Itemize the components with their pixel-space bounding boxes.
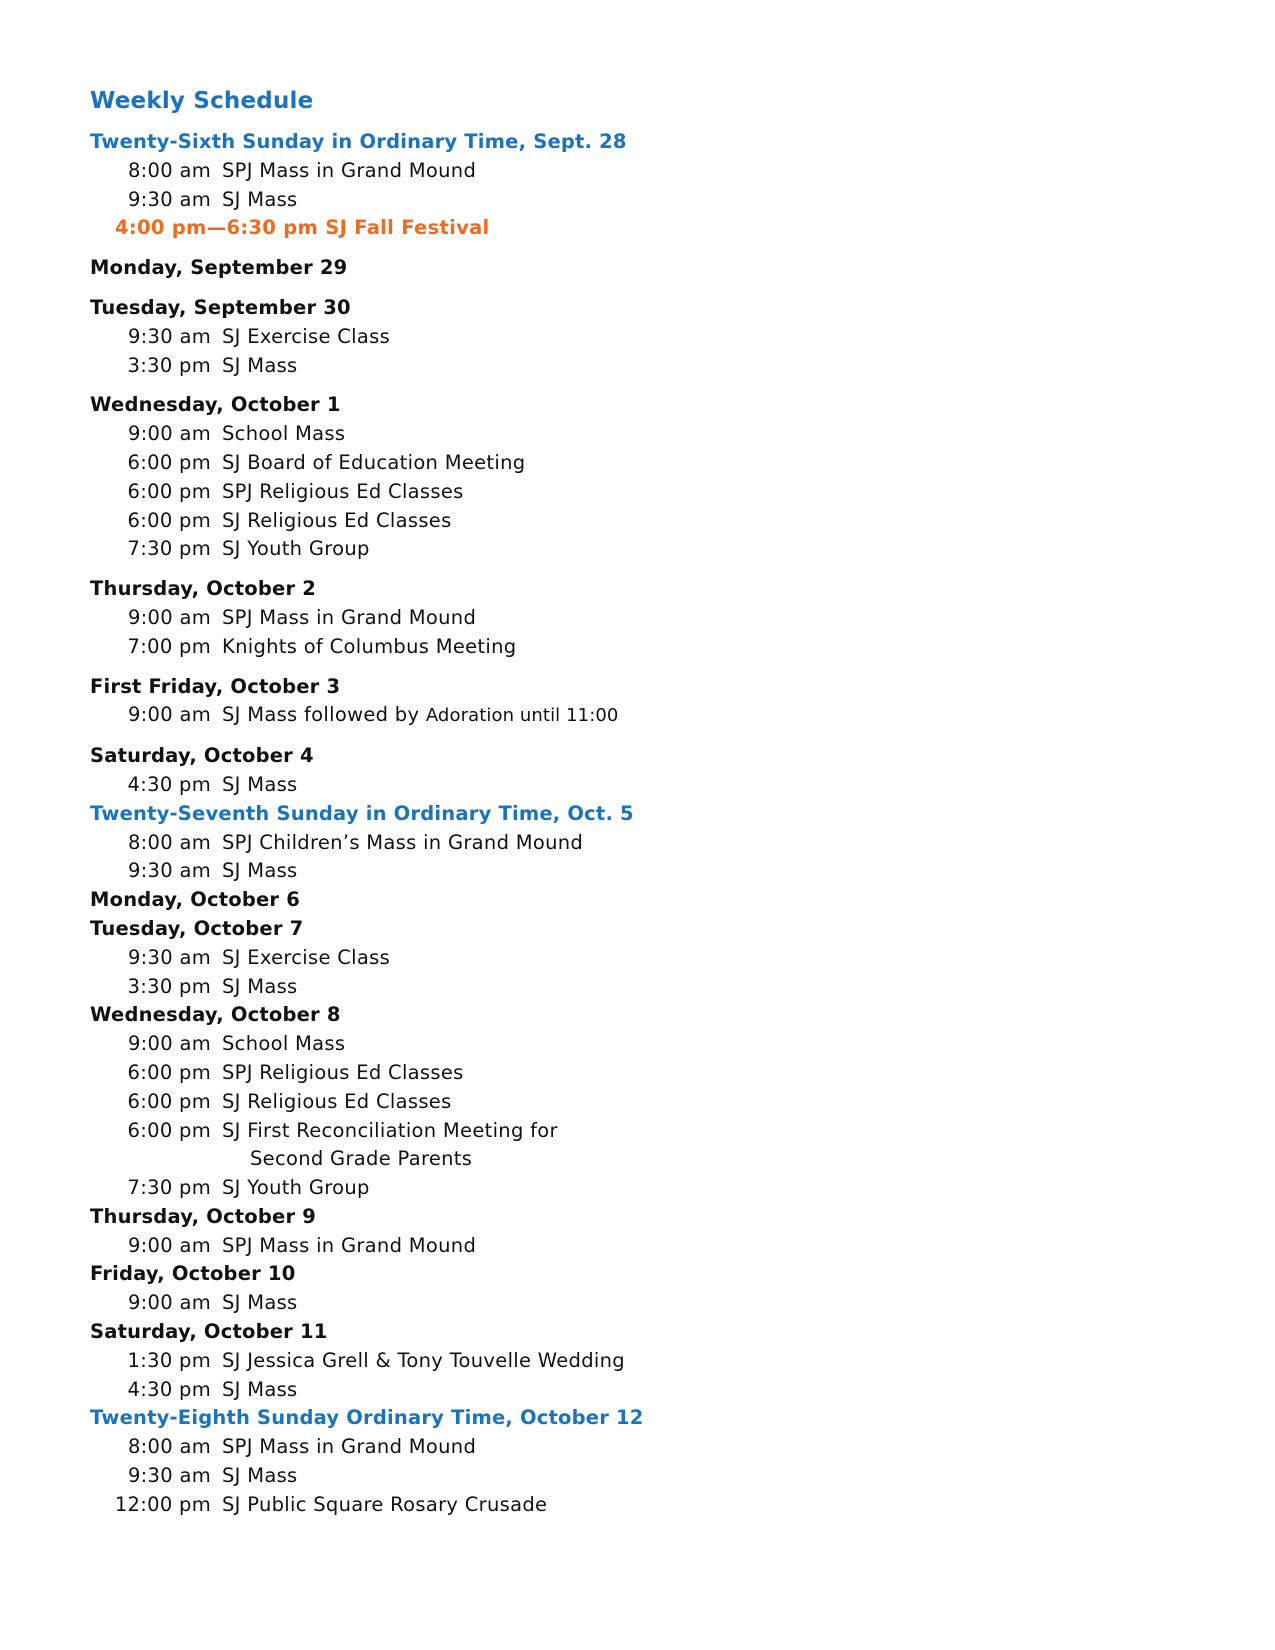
schedule-item: [90, 535, 1190, 564]
event-time: 4:30 pm: [127, 1377, 211, 1401]
schedule-item: [90, 1059, 1190, 1088]
event-time: 9:00 am: [127, 422, 211, 446]
event-description: [211, 1289, 298, 1318]
schedule-item: [90, 1433, 1190, 1462]
schedule-item: [90, 604, 1190, 633]
event-time: 9:30 am: [127, 859, 211, 883]
event-description: [211, 535, 370, 564]
day-heading: Saturday, October 11: [90, 1320, 328, 1344]
event-time: 9:30 am: [127, 945, 211, 969]
sunday-heading: Twenty-Eighth Sunday Ordinary Time, October 12: [90, 1406, 644, 1430]
event-description-text: SPJ Children’s Mass in Grand Mound: [222, 830, 584, 854]
day-group: [90, 1001, 1190, 1203]
day-heading: Thursday, October 9: [90, 1204, 317, 1228]
event-description: [211, 1433, 476, 1462]
day-heading: Tuesday, September 30: [90, 295, 351, 319]
event-description-text: SJ Board of Education Meeting: [222, 450, 526, 474]
event-time: 3:30 pm: [127, 353, 211, 377]
event-description: [211, 1117, 558, 1175]
page-title: Weekly Schedule: [90, 88, 314, 114]
event-description-text: SJ Exercise Class: [222, 324, 391, 348]
day-group: [90, 1260, 1190, 1318]
event-description-note: Adoration until 11:00: [425, 705, 619, 727]
event-description-text: SJ Mass: [222, 1291, 298, 1315]
schedule-item: [90, 352, 1190, 381]
event-time: 4:30 pm: [127, 772, 211, 796]
day-group: [90, 886, 1190, 915]
event-description: [211, 1232, 476, 1261]
schedule-item: [90, 1376, 1190, 1405]
weekly-schedule: [90, 86, 1190, 1520]
day-group: [90, 800, 1190, 886]
event-description: [211, 478, 464, 507]
event-time: 6:00 pm: [127, 1118, 211, 1142]
event-description: [211, 1174, 370, 1203]
day-heading: Wednesday, October 1: [90, 393, 341, 417]
event-time: 9:00 am: [127, 1233, 211, 1257]
event-description: [211, 973, 298, 1002]
day-heading: Wednesday, October 8: [90, 1003, 341, 1027]
event-description-text: SPJ Mass in Grand Mound: [222, 1233, 477, 1257]
event-description: [211, 701, 618, 731]
event-time: 8:00 am: [127, 1435, 211, 1459]
event-description: [211, 1347, 625, 1376]
schedule-item: [90, 1117, 1190, 1175]
schedule-item: [90, 157, 1190, 186]
event-time: 9:00 am: [127, 605, 211, 629]
schedule-item: [90, 1232, 1190, 1261]
event-description-text: School Mass: [222, 422, 346, 446]
schedule-item: [90, 1030, 1190, 1059]
event-description-text: SJ Mass: [222, 1377, 298, 1401]
schedule-item: [90, 420, 1190, 449]
event-description-text: SJ Mass followed by: [222, 703, 426, 727]
event-description-text: SJ Mass: [222, 974, 298, 998]
schedule-item: [90, 507, 1190, 536]
event-description-text: Knights of Columbus Meeting: [222, 634, 517, 658]
event-description-text: SPJ Mass in Grand Mound: [222, 1435, 477, 1459]
day-heading: Tuesday, October 7: [90, 916, 304, 940]
event-description-text: SJ Jessica Grell & Tony Touvelle Wedding: [222, 1348, 625, 1372]
event-time: 7:00 pm: [127, 634, 211, 658]
event-description-continued: Second Grade Parents: [250, 1147, 473, 1171]
event-time: 8:00 am: [127, 158, 211, 182]
day-group: [90, 128, 1190, 243]
event-description: [211, 1059, 464, 1088]
schedule-item: [90, 1491, 1190, 1520]
schedule-item: [90, 973, 1190, 1002]
event-time: 9:30 am: [127, 1464, 211, 1488]
schedule-list: [90, 128, 1190, 1520]
day-group: [90, 915, 1190, 1001]
schedule-item: [90, 701, 1190, 731]
event-description: [211, 323, 390, 352]
event-time: 9:00 am: [127, 1291, 211, 1315]
schedule-item: [90, 829, 1190, 858]
event-description: [211, 1491, 547, 1520]
event-description-text: SJ Exercise Class: [222, 945, 391, 969]
event-time: 6:00 pm: [127, 479, 211, 503]
event-time: 6:00 pm: [127, 450, 211, 474]
event-time: 9:00 am: [127, 1032, 211, 1056]
day-group: [90, 294, 1190, 380]
event-description: [211, 1376, 298, 1405]
schedule-item: [90, 857, 1190, 886]
event-description: [211, 1088, 452, 1117]
schedule-item: [90, 449, 1190, 478]
schedule-item: [90, 1174, 1190, 1203]
event-time: 12:00 pm: [114, 1492, 211, 1516]
schedule-item: [90, 633, 1190, 662]
event-time: 9:30 am: [127, 324, 211, 348]
schedule-item: [90, 1289, 1190, 1318]
event-description: [211, 507, 452, 536]
event-description: [211, 1030, 345, 1059]
event-time: 8:00 am: [127, 830, 211, 854]
event-description-text: SJ Public Square Rosary Crusade: [222, 1492, 548, 1516]
event-description: [211, 449, 525, 478]
schedule-item: [90, 1462, 1190, 1491]
event-description-text: SPJ Mass in Grand Mound: [222, 158, 477, 182]
schedule-item: [90, 323, 1190, 352]
event-time: 1:30 pm: [127, 1348, 211, 1372]
schedule-item: [90, 478, 1190, 507]
day-heading: Friday, October 10: [90, 1262, 296, 1286]
event-description: [211, 604, 476, 633]
schedule-item: [90, 944, 1190, 973]
event-description: [211, 420, 345, 449]
event-description-text: SJ Mass: [222, 859, 298, 883]
event-time: 7:30 pm: [127, 537, 211, 561]
day-group: [90, 742, 1190, 800]
schedule-item: [90, 186, 1190, 215]
event-description-text: SPJ Religious Ed Classes: [222, 479, 464, 503]
event-text: 4:00 pm—6:30 pm SJ Fall Festival: [115, 216, 490, 240]
day-group: [90, 254, 1190, 283]
schedule-item: [90, 1088, 1190, 1117]
featured-event: [90, 214, 1190, 243]
event-description-text: School Mass: [222, 1032, 346, 1056]
event-description-text: SPJ Religious Ed Classes: [222, 1060, 464, 1084]
event-time: 6:00 pm: [127, 1089, 211, 1113]
event-description-text: SJ Religious Ed Classes: [222, 508, 452, 532]
event-time: 7:30 pm: [127, 1176, 211, 1200]
event-description-text: SJ Religious Ed Classes: [222, 1089, 452, 1113]
event-description: [211, 829, 583, 858]
schedule-item: [90, 771, 1190, 800]
event-description-text: SJ Youth Group: [222, 537, 370, 561]
sunday-heading: Twenty-Sixth Sunday in Ordinary Time, Sept. 28: [90, 130, 627, 153]
day-group: [90, 391, 1190, 564]
event-description: [211, 944, 390, 973]
day-group: [90, 1203, 1190, 1261]
day-group: [90, 575, 1190, 661]
sunday-heading: Twenty-Seventh Sunday in Ordinary Time, Oct. 5: [90, 801, 634, 825]
event-description: [211, 157, 476, 186]
event-time: 9:30 am: [127, 187, 211, 211]
day-heading: Saturday, October 4: [90, 744, 314, 768]
event-description-text: SPJ Mass in Grand Mound: [222, 605, 477, 629]
day-heading: Monday, October 6: [90, 888, 301, 912]
day-heading: Monday, September 29: [90, 256, 348, 280]
event-time: 9:00 am: [127, 703, 211, 727]
schedule-item: [90, 1347, 1190, 1376]
day-group: [90, 673, 1190, 732]
day-heading: Thursday, October 2: [90, 577, 317, 601]
event-time: 6:00 pm: [127, 508, 211, 532]
day-group: [90, 1404, 1190, 1519]
event-description: [211, 352, 298, 381]
event-time: 6:00 pm: [127, 1060, 211, 1084]
event-time: 3:30 pm: [127, 974, 211, 998]
event-description-text: SJ Mass: [222, 772, 298, 796]
event-description: [211, 771, 298, 800]
day-group: [90, 1318, 1190, 1404]
event-description: [211, 633, 516, 662]
event-description-text: SJ First Reconciliation Meeting for: [222, 1118, 558, 1142]
event-description-text: SJ Mass: [222, 353, 298, 377]
event-description-text: SJ Mass: [222, 1464, 298, 1488]
event-description: [211, 186, 298, 215]
event-description: [211, 857, 298, 886]
event-description-text: SJ Youth Group: [222, 1176, 370, 1200]
event-description-text: SJ Mass: [222, 187, 298, 211]
day-heading: First Friday, October 3: [90, 674, 341, 698]
event-description: [211, 1462, 298, 1491]
